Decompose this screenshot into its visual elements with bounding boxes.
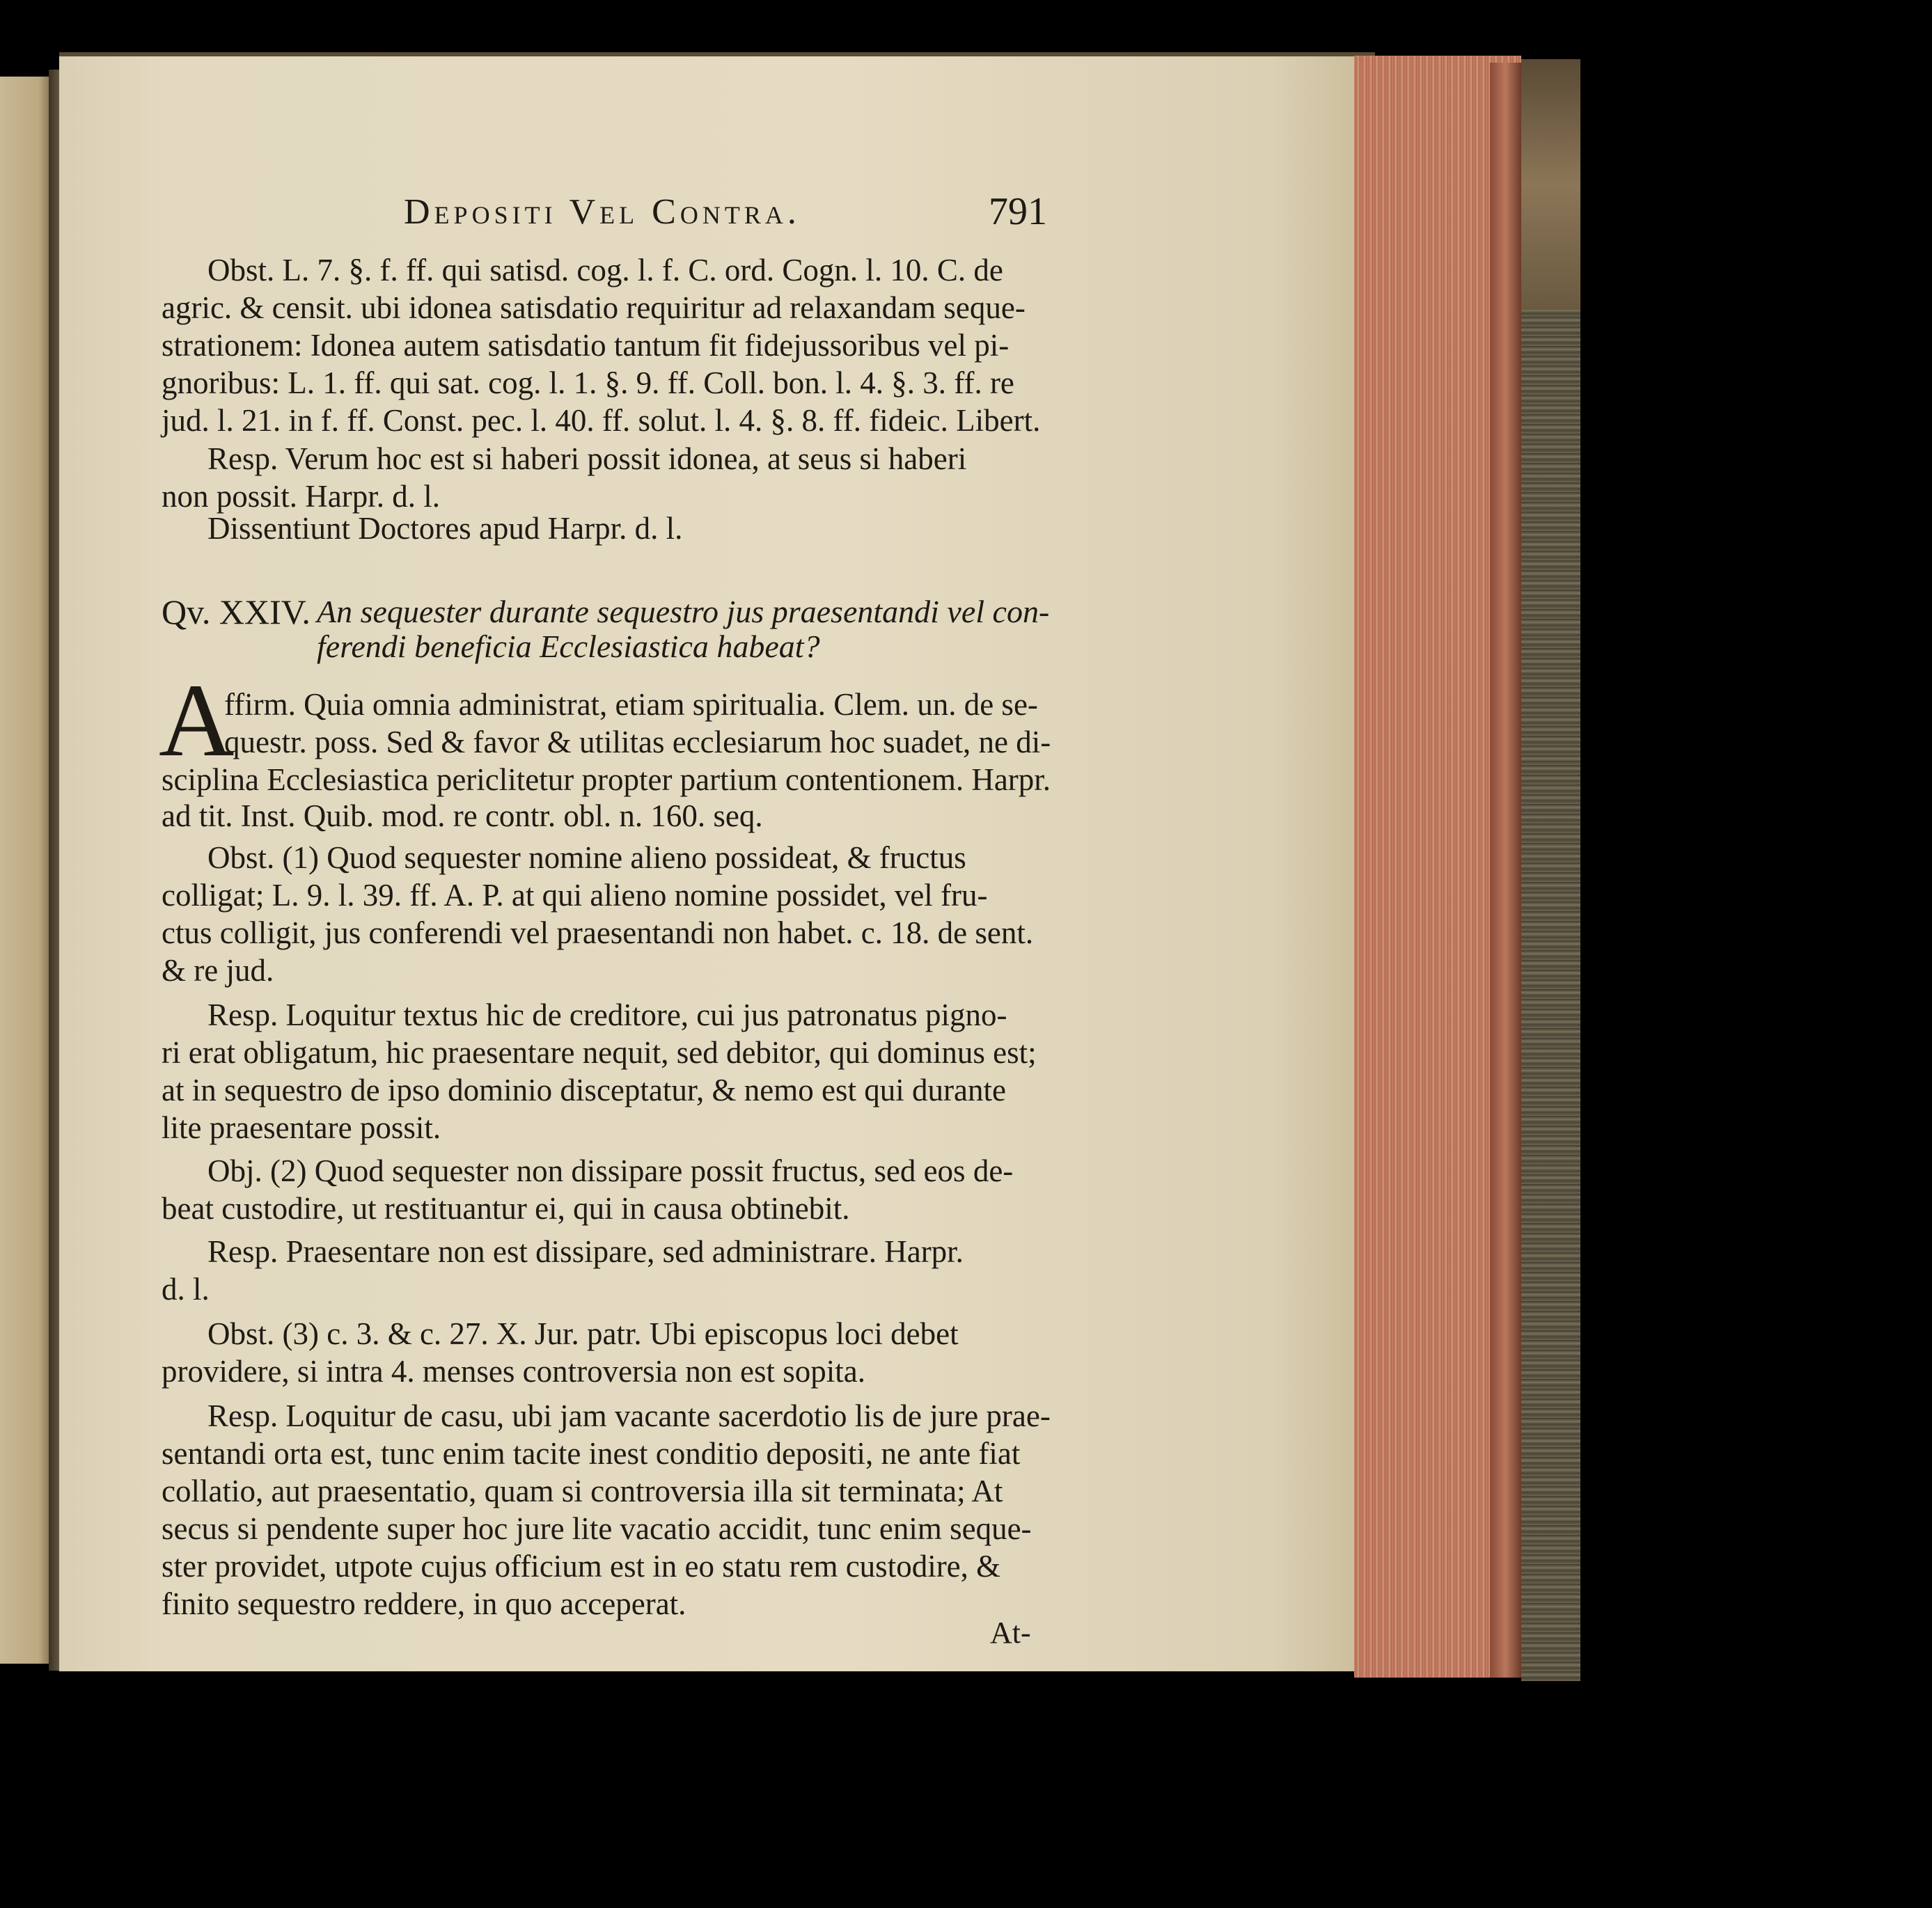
text-line: providere, si intra 4. menses controversia non est sopita. xyxy=(162,1354,866,1389)
text-line: Resp. Loquitur de casu, ubi jam vacante sacerdotio lis de jure prae- xyxy=(207,1398,1051,1433)
text-line: questr. poss. Sed & favor & utilitas ecclesiarum hoc suadet, ne di- xyxy=(224,725,1051,759)
text-line: Obst. L. 7. §. f. ff. qui satisd. cog. l. f. C. ord. Cogn. l. 10. C. de xyxy=(207,253,1003,287)
text-line: d. l. xyxy=(162,1272,210,1307)
text-line: strationem: Idonea autem satisdatio tantum fit fidejussoribus vel pi- xyxy=(162,328,1010,363)
text-line: Resp. Loquitur textus hic de creditore, cui jus patronatus pigno- xyxy=(207,998,1007,1032)
text-line: collatio, aut praesentatio, quam si controversia illa sit terminata; At xyxy=(162,1474,1003,1508)
question-label: Qv. XXIV. xyxy=(162,592,311,631)
text-line: sciplina Ecclesiastica periclitetur propter partium contentionem. Harpr. xyxy=(162,762,1051,797)
text-line: Obst. (3) c. 3. & c. 27. X. Jur. patr. Ubi episcopus loci debet xyxy=(207,1316,959,1351)
text-line: ctus colligit, jus conferendi vel praesentandi non habet. c. 18. de sent. xyxy=(162,915,1034,950)
text-line: beat custodire, ut restituantur ei, qui in causa obtinebit. xyxy=(162,1191,850,1226)
text-line: Dissentiunt Doctores apud Harpr. d. l. xyxy=(207,511,683,546)
text-line: agric. & censit. ubi idonea satisdatio requiritur ad relaxandam seque- xyxy=(162,290,1026,325)
page-number: 791 xyxy=(989,190,1047,233)
drop-capital: A xyxy=(159,663,235,778)
text-line: jud. l. 21. in f. ff. Const. pec. l. 40. ff. solut. l. 4. §. 8. ff. fideic. Libert. xyxy=(162,403,1041,438)
text-line: lite praesentare possit. xyxy=(162,1110,441,1145)
text-line: finito sequestro reddere, in quo acceperat. xyxy=(162,1586,686,1621)
question-title-line: An sequester durante sequestro jus praesentandi vel con- xyxy=(317,594,1050,629)
question-title-line: ferendi beneficia Ecclesiastica habeat? xyxy=(317,629,820,664)
text-line: ri erat obligatum, hic praesentare nequit, sed debitor, qui dominus est; xyxy=(162,1035,1037,1070)
text-line: ster providet, utpote cujus officium est in eo statu rem custodire, & xyxy=(162,1549,1001,1584)
text-line: & re jud. xyxy=(162,953,274,988)
catchword: At- xyxy=(990,1616,1031,1650)
text-line: Resp. Praesentare non est dissipare, sed administrare. Harpr. xyxy=(207,1234,964,1269)
text-line: Obj. (2) Quod sequester non dissipare possit fructus, sed eos de- xyxy=(207,1153,1014,1188)
text-line: ffirm. Quia omnia administrat, etiam spiritualia. Clem. un. de se- xyxy=(224,687,1038,722)
text-line: gnoribus: L. 1. ff. qui sat. cog. l. 1. §. 9. ff. Coll. bon. l. 4. §. 3. ff. re xyxy=(162,365,1014,400)
text-line: non possit. Harpr. d. l. xyxy=(162,479,440,514)
text-line: colligat; L. 9. l. 39. ff. A. P. at qui alieno nomine possidet, vel fru- xyxy=(162,878,988,913)
text-line: ad tit. Inst. Quib. mod. re contr. obl. n. 160. seq. xyxy=(162,798,763,833)
text-line: Obst. (1) Quod sequester nomine alieno possideat, & fructus xyxy=(207,840,966,875)
text-line: at in sequestro de ipso dominio disceptatur, & nemo est qui durante xyxy=(162,1073,1006,1107)
text-line: secus si pendente super hoc jure lite vacatio accidit, tunc enim seque- xyxy=(162,1511,1032,1546)
text-line: Resp. Verum hoc est si haberi possit idonea, at seus si haberi xyxy=(207,441,967,476)
text-line: sentandi orta est, tunc enim tacite inest conditio depositi, ne ante fiat xyxy=(162,1436,1021,1471)
running-title: Depositi Vel Contra. xyxy=(404,192,801,232)
